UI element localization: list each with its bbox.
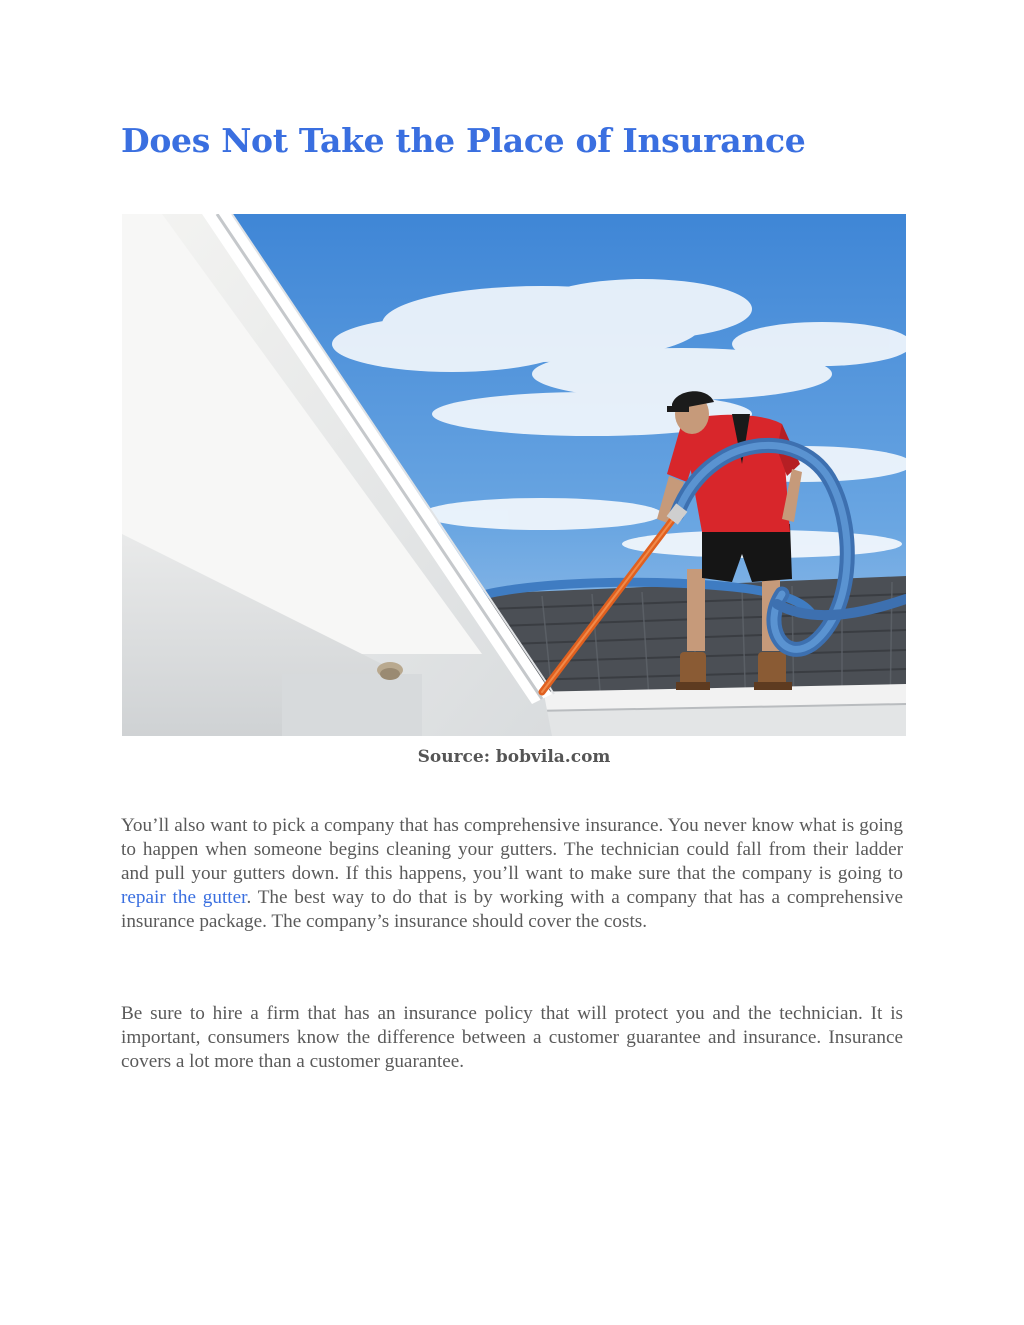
image-source-caption: Source: bobvila.com — [417, 747, 611, 767]
gutter-cleaning-photo — [122, 214, 906, 736]
repair-the-gutter-link[interactable]: repair the gutter — [121, 887, 247, 908]
insurance-paragraph — [121, 814, 903, 934]
paragraph-text-start: You’ll also want to pick a company that has comprehensive insurance. You never know what is going to happen when someone begins cleaning your gutters. The technician could fall from their ladder and pull your gutters down. If this happens, you’ll want to make sure that the company is going to — [121, 815, 903, 884]
page-title: Does Not Take the Place of Insurance — [121, 121, 806, 160]
paragraph-text-end: . The best way to do that is by working with a company that has a comprehensive insurance package. The company’s insurance should cover the costs. — [121, 887, 903, 932]
guarantee-paragraph: Be sure to hire a firm that has an insurance policy that will protect you and the technician. It is important, consumers know the difference between a customer guarantee and insurance. Insurance covers a lot more than a customer guarantee. — [121, 1003, 903, 1072]
